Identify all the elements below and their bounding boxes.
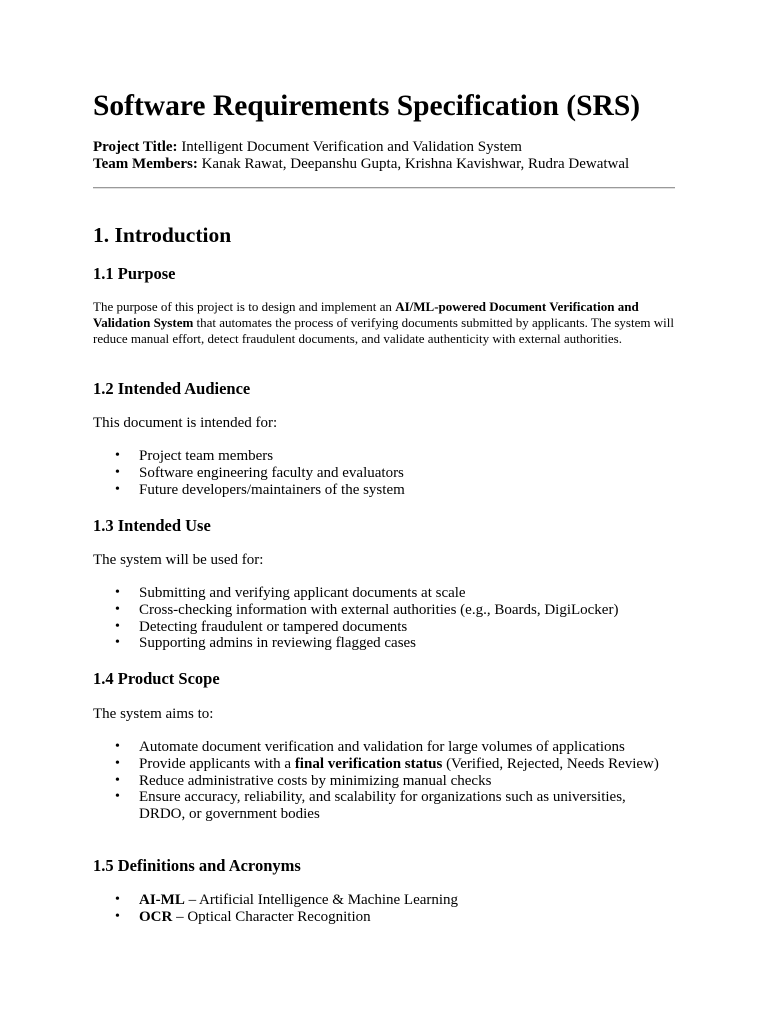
- audience-list: [93, 448, 405, 498]
- definition-desc: – Optical Character Recognition: [172, 908, 371, 925]
- project-title-line: [93, 138, 522, 156]
- list-item: • Project team members: [93, 448, 405, 465]
- list-item: [93, 892, 458, 909]
- scope-item-text-end: (Verified, Rejected, Needs Review): [442, 755, 659, 772]
- subsection-heading-audience: 1.2 Intended Audience: [93, 379, 251, 398]
- list-item: • Reduce administrative costs by minimizing manual checks: [93, 773, 659, 790]
- list-item: [93, 756, 659, 773]
- scope-item-text-start: Provide applicants with a: [139, 755, 295, 772]
- subsection-heading-intended-use: 1.3 Intended Use: [93, 516, 211, 535]
- list-item: • Supporting admins in reviewing flagged cases: [93, 635, 618, 652]
- team-members-value: Kanak Rawat, Deepanshu Gupta, Krishna Kavishwar, Rudra Dewatwal: [201, 156, 630, 172]
- definition-desc: – Artificial Intelligence & Machine Learning: [184, 892, 459, 908]
- definition-term: AI-ML: [139, 892, 185, 908]
- subsection-heading-definitions: 1.5 Definitions and Acronyms: [93, 856, 301, 875]
- audience-lead: This document is intended for:: [93, 415, 278, 431]
- team-members-label: Team Members:: [93, 156, 198, 172]
- list-item: • Software engineering faculty and evaluators: [93, 465, 405, 482]
- project-title-label: Project Title:: [93, 139, 178, 155]
- list-item: • Submitting and verifying applicant documents at scale: [93, 585, 618, 602]
- subsection-heading-product-scope: 1.4 Product Scope: [93, 669, 220, 688]
- purpose-text-end: that automates the process of verifying documents submitted by applicants. The system will reduce manual effort, detect fraudulent documents, and validate authenticity with external authorities.: [93, 315, 674, 346]
- scope-item-text-bold: final verification status: [294, 755, 443, 772]
- list-item: • Detecting fraudulent or tampered documents: [93, 619, 618, 636]
- use-list: [93, 585, 618, 652]
- list-item: • Ensure accuracy, reliability, and scalability for organizations such as universities, DRDO, or government bodies: [93, 789, 659, 823]
- use-lead: The system will be used for:: [93, 552, 264, 568]
- definitions-list: [93, 892, 458, 926]
- project-title-value: Intelligent Document Verification and Validation System: [181, 139, 522, 155]
- document-title: Software Requirements Specification (SRS): [93, 90, 641, 122]
- purpose-paragraph: [93, 299, 675, 347]
- definition-term: OCR: [139, 908, 173, 925]
- purpose-text-start: The purpose of this project is to design and implement an: [93, 299, 396, 314]
- list-item: • Cross-checking information with external authorities (e.g., Boards, DigiLocker): [93, 602, 618, 619]
- horizontal-divider: [93, 187, 675, 189]
- team-members-line: [93, 155, 629, 173]
- scope-list: [93, 739, 659, 823]
- section-heading-introduction: 1. Introduction: [93, 223, 232, 247]
- list-item: • Automate document verification and validation for large volumes of applications: [93, 739, 659, 756]
- list-item: [93, 909, 458, 926]
- subsection-heading-purpose: 1.1 Purpose: [93, 264, 176, 283]
- purpose-text-bold: AI/ML-powered Document Verification and Validation System: [93, 299, 639, 330]
- scope-lead: The system aims to:: [93, 706, 214, 722]
- list-item: • Future developers/maintainers of the system: [93, 482, 405, 499]
